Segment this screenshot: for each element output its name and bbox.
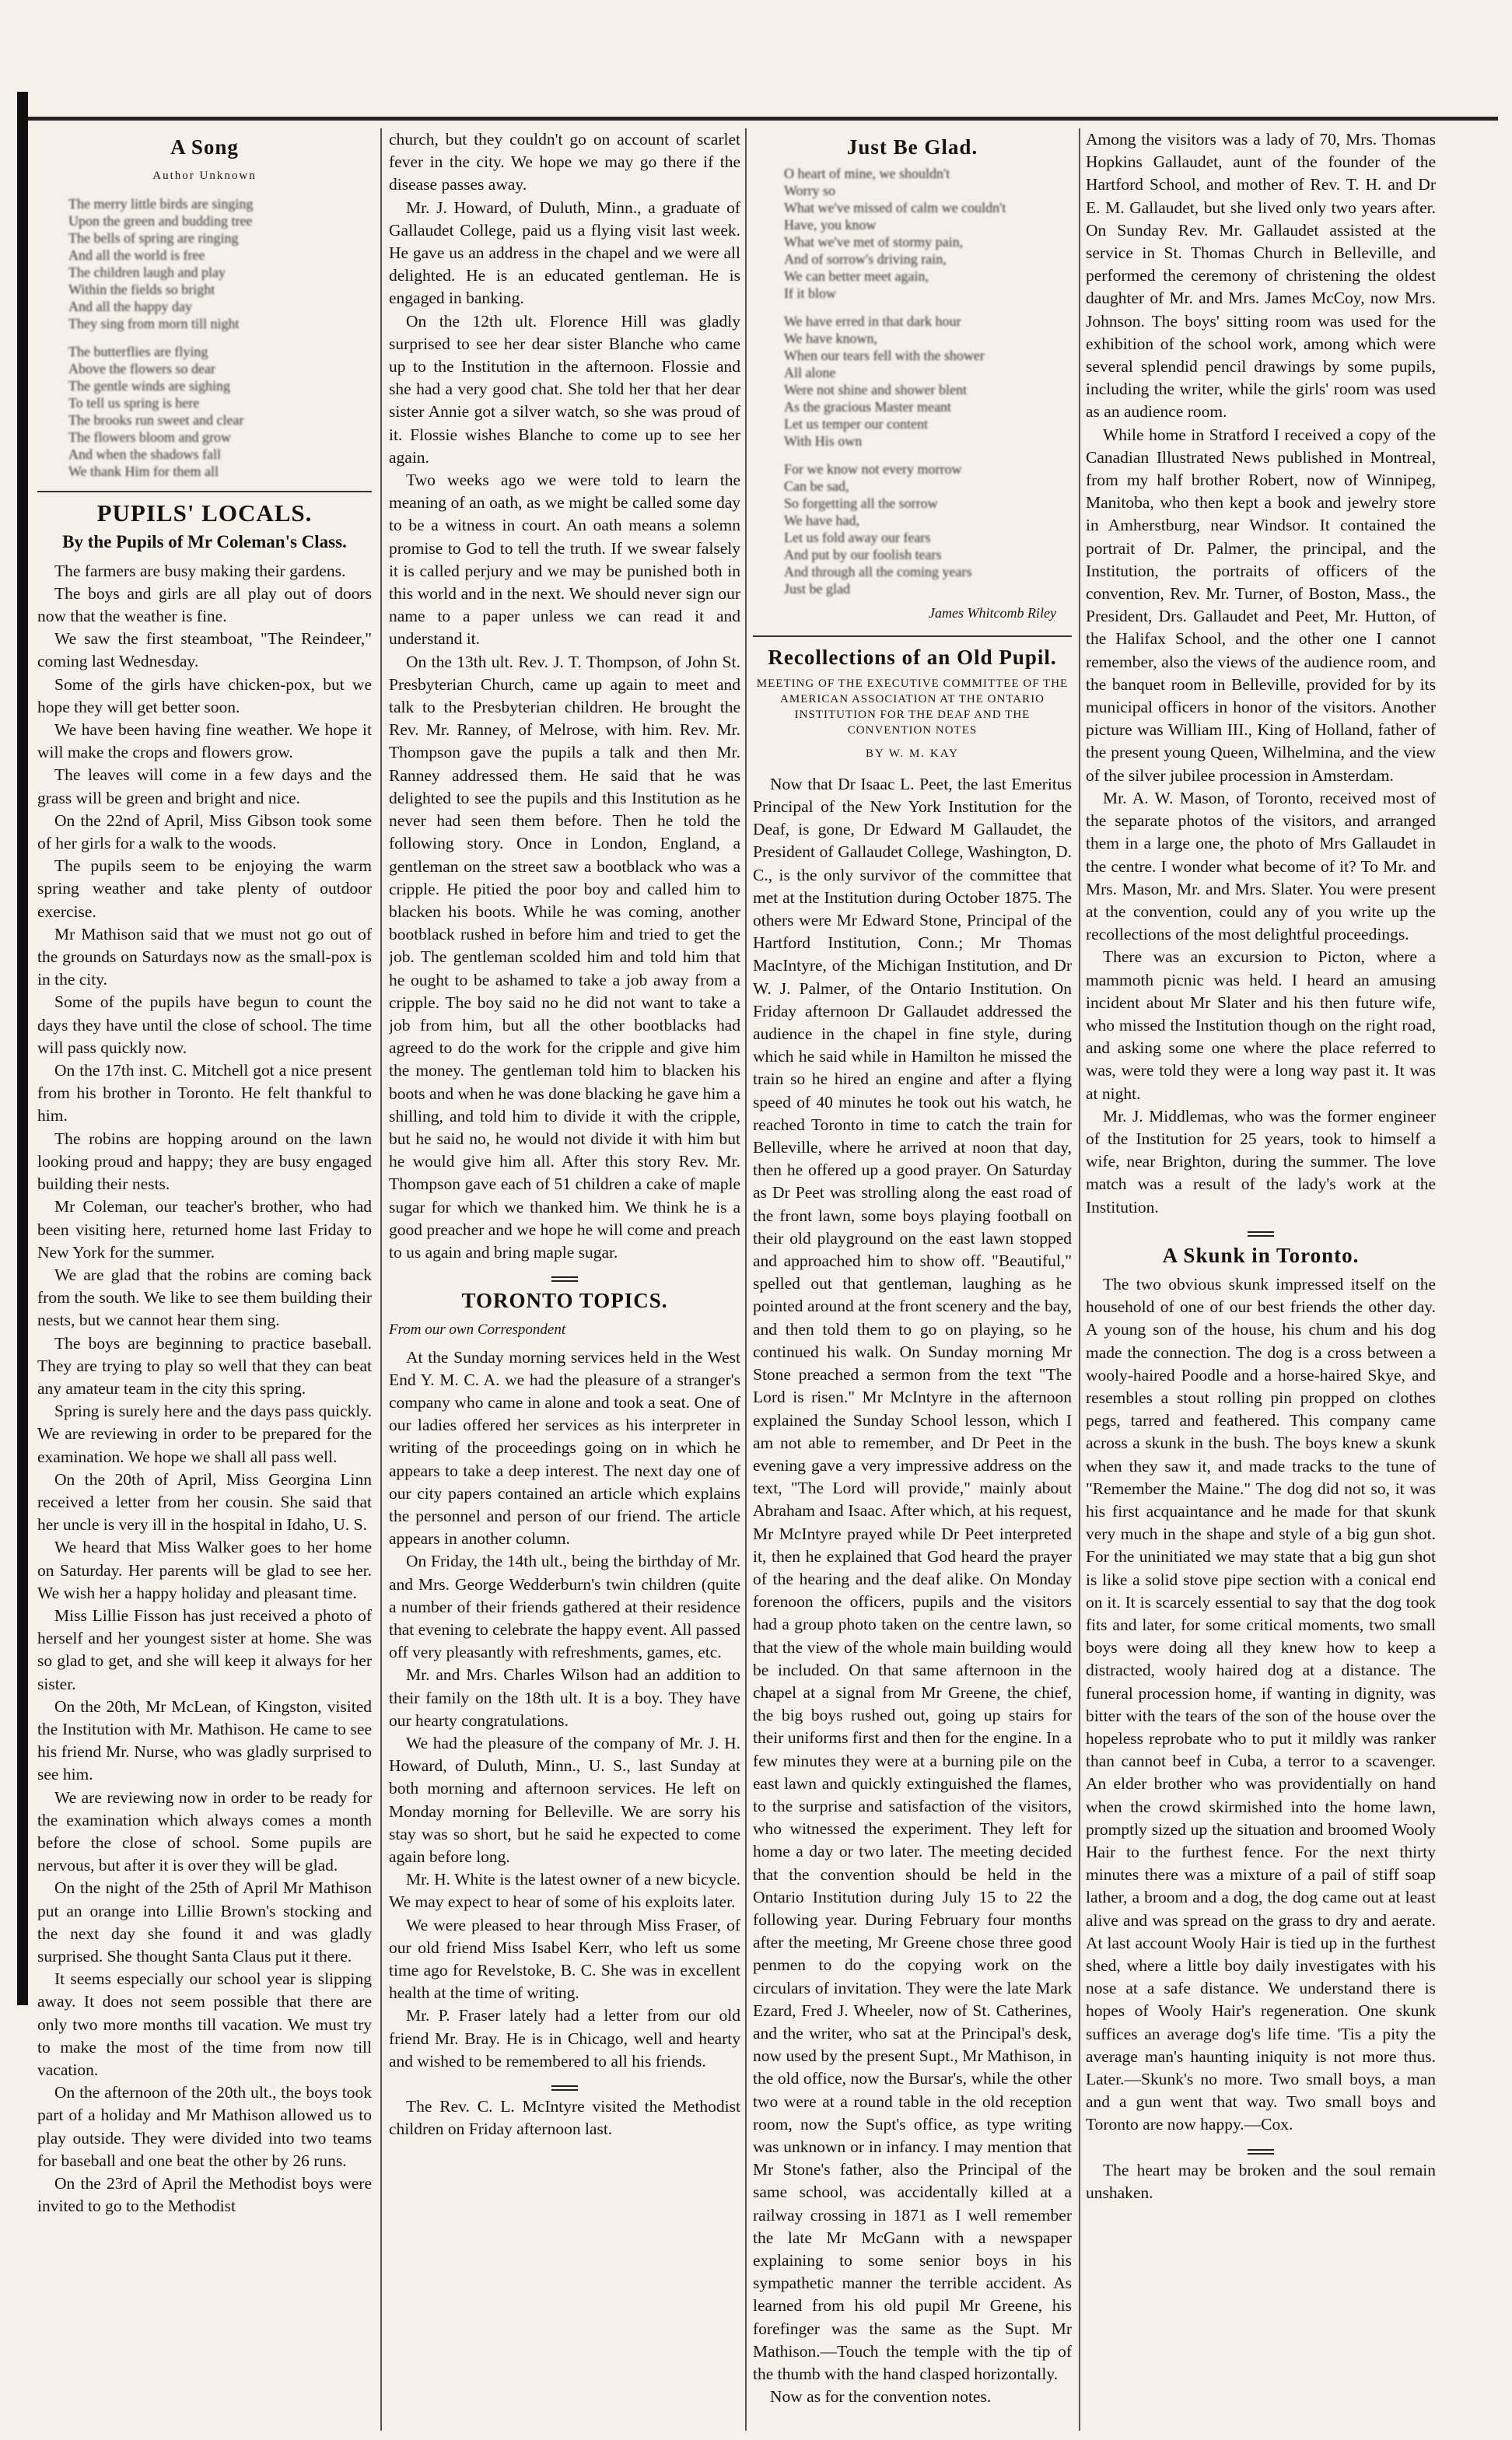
poem-line: The bells of spring are ringing <box>68 230 239 247</box>
top-rule <box>28 117 1498 121</box>
poem-line: And through all the coming years <box>784 564 972 580</box>
article-paragraph: While home in Stratford I received a copy of the Canadian Illustrated News published in Montreal, from my half brother Robert, now of Winnipeg, Manitoba, who then kept a book and jewelry store in Amherstburg, near Windsor. It contained the portrait of Dr. Palmer, the principal, and the Institution, the portraits of officers of the convention, Rev. Mr. Turner, of Boston, Mass., the President, Drs. Gallaudet and Peet, Mr. Hutton, of the Halifax School, and the other one I cannot remember, also the views of the audience room, and the banquet room in Belleville, provided for by its municipal officers in honor of the visitors. Another picture was William III., King of Holland, father of the present young Queen, Wilhelmina, and the view of the silver jubilee procession in Amsterdam. <box>1086 425 1436 785</box>
poem-line: Upon the green and budding tree <box>68 213 253 229</box>
song-title: A Song <box>170 135 239 159</box>
poem-line: And all the happy day <box>68 299 192 315</box>
article-paragraph: Mr. J. Middlemas, who was the former engineer of the Institution for 25 years, took to himself a wife, near Brighton, during the summer. The love match was a result of the lady's work at the Institution. <box>1086 1106 1436 1216</box>
poem-line: We have had, <box>784 513 860 529</box>
article-paragraph: At the Sunday morning services held in the West End Y. M. C. A. we had the pleasure of a stranger's company who came in alone and took a seat. One of our ladies offered her services as his interpreter in writing of the proceedings going on in which he appears to take a deep interest. The next day one of our city papers contained an article which explains the personnel and person of our friend. The article appears in another column. <box>389 1347 740 1549</box>
poem-line: As the gracious Master meant <box>784 399 951 415</box>
local-item: The boys and girls are all play out of doors now that the weather is fine. <box>37 583 372 626</box>
poem-line: Let us temper our content <box>784 416 928 432</box>
article-paragraph: Mr. H. White is the latest owner of a new bicycle. We may expect to hear of some of his exploits later. <box>389 1870 740 1912</box>
poem-line: O heart of mine, we shouldn't <box>784 166 950 182</box>
poem-line: Can be sad, <box>784 478 849 495</box>
local-item: On the 17th inst. C. Mitchell got a nice present from his brother in Toronto. He felt thankful to him. <box>37 1061 372 1125</box>
local-item: We heard that Miss Walker goes to her home on Saturday. Her parents will be glad to see her. We wish her a happy holiday and pleasant time. <box>37 1538 372 1602</box>
poem-line: For we know not every morrow <box>784 461 962 478</box>
poem-line: And of sorrow's driving rain, <box>784 251 947 268</box>
poem-line: And when the shadows fall <box>68 446 221 463</box>
article-paragraph: Now that Dr Isaac L. Peet, the last Emeritus Principal of the New York Institution for the Deaf, is gone, Dr Edward M Gallaudet, the President of Gallaudet College, Washington, D. C., is the only survivor of the committee that met at the Institution during October 1875. The others were Mr Edward Stone, Principal of the Hartford Institution, Conn.; Mr Thomas MacIntyre, of the Michigan Institution, and Dr W. J. Palmer, of the Ontario Institution. On Friday afternoon Dr Gallaudet addressed the audience in the chapel in fine style, during which he said while in Hamilton he missed the train so he hired an engine and after a flying speed of 40 minutes he took out his watch, he reached Toronto in time to catch the train for Belleville, where he arrived at noon that day, then he offered up a good prayer. On Saturday as Dr Peet was strolling along the east road of the front lawn, some boys playing football on their old playground on the east lawn stopped and approached him to show off. "Beautiful," spelled out that gentleman, laughing as he pointed around at the front scenery and the bay, and then told them to go on playing, so he continued his walk. On Sunday morning Mr Stone preached a sermon from the text "The Lord is risen." Mr McIntyre in the afternoon explained the Sunday School lesson, which I am not able to remember, and Dr Peet in the evening gave a very impressive address on the text, "The Lord will provide," mainly about Abraham and Isaac. After which, at his request, Mr McIntyre prayed while Dr Peet interpreted it, then he explained that God heard the prayer of the hearing and the deaf alike. On Monday forenoon the officers, pupils and the visitors had a group photo taken on the centre lawn, so that the view of the whole main building would be included. On that same afternoon in the chapel at a signal from Mr Greene, the chief, the big boys rushed out, going up stairs for their uniforms first and then for the engine. In a few minutes they were at a burning pile on the east lawn and quickly extinguished the flames, to the surprise and satisfaction of the visitors, who witnessed the experiment. They left for home a day or two later. The meeting decided that the convention should be held in the Ontario Institution during July 15 to 22 the following year. During February four months after the meeting, Mr Greene chose three good penmen to do the copying work on the circulars of invitation. They were the late Mark Ezard, Fred J. Wheeler, now of St. Catherines, and the writer, who sat at the Principal's desk, now used by the present Supt., Mr Mathison, in the old office, now the Bursar's, while the other two were at a round table in the old reception room, now the Supt's office, as type writing was unknown or in infancy. I may mention that Mr Stone's father, also the Principal of the same school, was accidentally killed at a railway crossing in 1871 as I well remember the late Mr McGann with a newspaper explaining to some senior boys in his sympathetic manner the terrible accident. As learned from his old pupil Mr Greene, his forefinger was the same as the Supt. Mr Mathison.—Touch the temple with the tip of the thumb with the hand clasped horizontally. <box>753 774 1072 2384</box>
local-item: We saw the first steamboat, "The Reindeer," coming last Wednesday. <box>37 629 372 671</box>
poem-line: Were not shine and shower blent <box>784 382 967 398</box>
article-paragraph: Among the visitors was a lady of 70, Mrs. Thomas Hopkins Gallaudet, aunt of the founder of the Hartford School, and mother of Rev. T. H. and Dr E. M. Gallaudet, but she lived only two years after. On Sunday Rev. Mr. Gallaudet assisted at the service in St. Thomas Church in Belleville, and performed the ceremony of christening the oldest daughter of Mr. and Mrs. James McCoy, now Mrs. Johnson. The boys' sitting room was used for the exhibition of the school work, among which were several splendid pencil drawings by some pupils, including the writer, while the girls' room was used as an audience room. <box>1086 130 1436 422</box>
column-4 <box>1086 128 1436 2431</box>
section-separator <box>551 2085 578 2091</box>
poem-line: The brooks run sweet and clear <box>68 412 244 429</box>
local-item: Mr Coleman, our teacher's brother, who had been visiting here, returned home last Friday to New York for the summer. <box>37 1197 372 1262</box>
local-item: The robins are hopping around on the lawn looking proud and happy; they are busy engaged building their nests. <box>37 1129 372 1194</box>
local-item: We are reviewing now in order to be ready for the examination which always comes a month before the close of school. Some pupils are nervous, but after it is over they will be glad. <box>37 1787 372 1875</box>
column-2 <box>389 128 740 2431</box>
section-rule <box>37 491 372 492</box>
poem-line: The gentle winds are sighing <box>68 378 230 394</box>
poem-line: We can better meet again, <box>784 268 929 285</box>
poem-line: All alone <box>784 365 836 381</box>
column-divider <box>380 128 382 2431</box>
local-item: It seems especially our school year is slipping away. It does not seem possible that there are only two more months till vacation. We must try to make the most of the time from now till vacation. <box>37 1969 372 2080</box>
poem-line: They sing from morn till night <box>68 316 240 332</box>
article-paragraph: Mr. J. Howard, of Duluth, Minn., a graduate of Gallaudet College, paid us a flying visit last week. He gave us an address in the chapel and we were all delighted. He is an educated gentleman. He is engaged in banking. <box>389 198 740 308</box>
poem-line: Above the flowers so dear <box>68 361 215 377</box>
poem-line: Within the fields so bright <box>68 282 215 298</box>
article-paragraph: Mr. A. W. Mason, of Toronto, received most of the separate photos of the visitors, and arranged them in a large one, the photo of Mrs Gallaudet in the centre. I wonder what become of it? To Mr. and Mrs. Mason, Mr. and Mrs. Slater. You were present at the convention, could any of you write up the recollections of the most delightful proceedings. <box>1086 788 1436 944</box>
recollections-dek: MEETING OF THE EXECUTIVE COMMITTEE OF THE AMERICAN ASSOCIATION AT THE ONTARIO INSTITUTION FOR THE DEAF AND THE CONVENTION NOTES <box>756 677 1069 737</box>
local-item: We have been having fine weather. We hope it will make the crops and flowers grow. <box>37 720 372 762</box>
section-separator <box>1248 2149 1274 2155</box>
binding-edge <box>17 92 28 2005</box>
local-item: On the afternoon of the 20th ult., the boys took part of a holiday and Mr Mathison allowed us to play outside. They were divided into two teams for baseball and one beat the other by 26 runs. <box>37 2083 372 2170</box>
article-paragraph: Mr. and Mrs. Charles Wilson had an addition to their family on the 18th ult. It is a boy. They have our hearty congratulations. <box>389 1665 740 1730</box>
local-item: The leaves will come in a few days and the grass will be green and bright and nice. <box>37 765 372 807</box>
poem-title: Just Be Glad. <box>846 135 978 159</box>
poem-line: With His own <box>784 433 863 450</box>
article-paragraph: The Rev. C. L. McIntyre visited the Methodist children on Friday afternoon last. <box>389 2097 740 2139</box>
song-byline: Author Unknown <box>152 170 257 183</box>
just-be-glad-poem <box>753 165 1072 597</box>
article-paragraph: Now as for the convention notes. <box>770 2387 992 2407</box>
poem-line: When our tears fell with the shower <box>784 348 985 364</box>
local-item: On the night of the 25th of April Mr Mathison put an orange into Lillie Brown's stocking and the next day she found it and was gladly surprised. She thought Santa Claus put it there. <box>37 1878 372 1966</box>
article-paragraph: On the 12th ult. Florence Hill was gladly surprised to see her dear sister Blanche who came up to the Institution in the afternoon. Flossie and she had a very good chat. She told her that her dear sister Annie got a silver watch, so she was proud of it. Flossie wishes Blanche to come up to see her again. <box>389 311 740 467</box>
article-paragraph: church, but they couldn't go on account of scarlet fever in the city. We hope we may go there if the disease passes away. <box>389 130 740 194</box>
article-paragraph: The two obvious skunk impressed itself on the household of one of our best friends the other day. A young son of the house, his chum and his dog made the connection. The dog is a cross between a wooly-haired Poodle and a horse-haired Skye, and resembles a stout rolling pin propped on clothes pegs, tarred and feathered. This company came across a skunk in the bush. The boys knew a skunk when they saw it, and made tracks to the tune of "Remember the Maine." The dog did not so, it was his first acquaintance and he made for that skunk very much in the shape and style of a big gun shot. For the uninitiated we may state that a big gun shot is like a solid stove pipe section with a conical end on it. It is scarcely essential to say that the dog took fits and later, for some critical moments, two small boys were doing all they knew how to keep a distracted, wooly haired dog at a distance. The funeral procession home, if wanting in dignity, was bitter with the tears of the son of the house over the hopeless reprobate who to put it mildly was ranker than cannot beef in Cuba, a terror to a scavenger. An elder brother who was providentially on hand when the crowd skirmished into the home lawn, promptly sized up the situation and broomed Wooly Hair to the furthest fence. For the next thirty minutes there was a mixture of a pail of stiff soap lather, a broom and a dog, the dog came out at least alive and was spread on the grass to dry and aerate. At last account Wooly Hair is tied up in the furthest shed, where a little boy daily investigates with his nose at a safe distance. We understand there is hopes of Wooly Hair's regeneration. One skunk suffices an average dog's life time. 'Tis a pity the average man's haunting iniquity is not more thus. Later.—Skunk's no more. Two small boys, a man and a gun went that way. Two small boys and Toronto are now happy.—Cox. <box>1086 1274 1436 2134</box>
recollections-title: Recollections of an Old Pupil. <box>768 646 1057 670</box>
local-item: On the 22nd of April, Miss Gibson took some of her girls for a walk to the woods. <box>37 810 372 853</box>
poem-line: What we've missed of calm we couldn't <box>784 200 1006 216</box>
poem-line: So forgetting all the sorrow <box>784 495 938 512</box>
poem-line: And all the world is free <box>68 247 205 264</box>
poem-line: Worry so <box>784 183 836 199</box>
poem-line: We thank Him for them all <box>68 464 219 480</box>
local-item: On the 23rd of April the Methodist boys were invited to go to the Methodist <box>37 2174 372 2216</box>
local-item: Some of the girls have chicken-pox, but we hope they will get better soon. <box>37 674 372 716</box>
local-item: Miss Lillie Fisson has just received a photo of herself and her youngest sister at home. She was so glad to get, and she will keep it always for her sister. <box>37 1605 372 1693</box>
local-item: On the 20th of April, Miss Georgina Linn received a letter from her cousin. She said that her uncle is very ill in the hospital in Idaho, U. S. <box>37 1469 372 1535</box>
column-3 <box>753 128 1072 2431</box>
poem-line: Let us fold away our fears <box>784 530 931 546</box>
poem-line: Have, you know <box>784 217 877 233</box>
closing-line: The heart may be broken and the soul remain unshaken. <box>1086 2160 1436 2202</box>
poem-line: We have known, <box>784 331 878 347</box>
section-separator <box>1248 1231 1274 1237</box>
locals-title: PUPILS' LOCALS. <box>96 499 313 527</box>
poem-line: Just be glad <box>784 581 850 597</box>
section-separator <box>551 1276 578 1282</box>
article-paragraph: On the 13th ult. Rev. J. T. Thompson, of John St. Presbyterian Church, came up again to meet and talk to the Presbyterian children. He brought the Rev. Mr. Ranney, of Melrose, with him. Rev. Mr. Thompson gave the pupils a talk and then Mr. Ranney addressed them. He said that he was delighted to see the pupils and this Institution as he never had seen them before. Then he told the following story. Once in London, England, a gentleman on the street saw a bootblack who was a cripple. He pitied the poor boy and called him to blacken his boots. While he was coming, another bootblack rushed in before him and tried to get the job. The gentleman scolded him and told him that he ought to be ashamed to take a job away from a cripple. The boy said no he did not want to take a job from him, but all the other bootblacks had agreed to do the work for the cripple and give him the money. The gentleman told him to blacken his boots and when he was done blacking he gave him a shilling, and told him to divide it with the cripple, but he said no, he would not divide it with him but he would give him all. After this story Rev. Mr. Thompson gave each of 51 children a cake of maple sugar for which we thanked him. We think he is a good preacher and we hope he will come and preach to us again and bring maple sugar. <box>389 652 740 1262</box>
recollections-byline: BY W. M. KAY <box>866 747 959 760</box>
article-paragraph: On Friday, the 14th ult., being the birthday of Mr. and Mrs. George Wedderburn's twin children (quite a number of their friends gathered at their residence that evening to celebrate the happy event. All passed off very pleasantly with refreshments, games, etc. <box>389 1552 740 1662</box>
poem-line: What we've met of stormy pain, <box>784 234 964 250</box>
song-poem <box>37 195 372 480</box>
poem-line: We have erred in that dark hour <box>784 313 961 330</box>
section-rule <box>753 635 1072 637</box>
article-paragraph: We were pleased to hear through Miss Fraser, of our old friend Miss Isabel Kerr, who left us some time ago for Revelstoke, B. C. She was in excellent health at the time of writing. <box>389 1915 740 2003</box>
local-item: The boys are beginning to practice baseball. They are trying to play so well that they can beat any amateur team in the city this spring. <box>37 1333 372 1398</box>
toronto-byline: From our own Correspondent <box>389 1322 566 1339</box>
column-divider <box>745 128 747 2431</box>
local-item: Mr Mathison said that we must not go out of the grounds on Saturdays now as the small-pox is in the city. <box>37 924 372 989</box>
local-item: The pupils seem to be enjoying the warm spring weather and take plenty of outdoor exercise. <box>37 856 372 921</box>
local-item: Some of the pupils have begun to count the days they have until the close of school. The time will pass quickly now. <box>37 992 372 1057</box>
article-paragraph: Two weeks ago we were told to learn the meaning of an oath, as we might be called some day to be a witness in court. An oath means a solemn promise to God to tell the truth. If we swear falsely it is called perjury and we may be punished both in this world and in the next. We should never sign our name to a paper unless we can read it and understand it. <box>389 471 740 649</box>
local-item: The farmers are busy making their gardens. <box>54 561 346 580</box>
poem-author: James Whitcomb Riley <box>929 605 1056 621</box>
article-paragraph: We had the pleasure of the company of Mr. J. H. Howard, of Duluth, Minn., U. S., last Sunday at both morning and afternoon services. He left on Monday morning for Belleville. We are sorry his stay was so short, but he said he expected to come again before long. <box>389 1734 740 1867</box>
local-item: We are glad that the robins are coming back from the south. We like to see them building their nests, but we cannot hear them sing. <box>37 1265 372 1330</box>
column-1 <box>37 128 372 2431</box>
poem-line: To tell us spring is here <box>68 395 200 411</box>
poem-line: The merry little birds are singing <box>68 196 254 212</box>
skunk-title: A Skunk in Toronto. <box>1162 1243 1360 1267</box>
column-divider <box>1079 128 1080 2431</box>
local-item: Spring is surely here and the days pass quickly. We are reviewing in order to be prepared for the examination. We hope we shall all pass well. <box>37 1402 372 1466</box>
poem-line: And put by our foolish tears <box>784 547 942 563</box>
local-item: On the 20th, Mr McLean, of Kingston, visited the Institution with Mr. Mathison. He came to see his friend Mr. Nurse, who was gladly surprised to see him. <box>37 1696 372 1784</box>
poem-line: The butterflies are flying <box>68 344 208 360</box>
poem-line: The children laugh and play <box>68 264 226 281</box>
poem-line: The flowers bloom and grow <box>68 429 231 446</box>
article-paragraph: Mr. P. Fraser lately had a letter from our old friend Mr. Bray. He is in Chicago, well and hearty and wished to be remembered to all his friends. <box>389 2006 740 2071</box>
article-paragraph: There was an excursion to Picton, where a mammoth picnic was held. I heard an amusing incident about Mr Slater and his then future wife, who missed the Institution though on the right road, and asking some one where the place referred to was, were told they were a long way past it. It was at night. <box>1086 947 1436 1103</box>
toronto-topics-title: TORONTO TOPICS. <box>461 1289 668 1313</box>
locals-subtitle: By the Pupils of Mr Coleman's Class. <box>62 531 347 551</box>
poem-line: If it blow <box>784 285 836 302</box>
